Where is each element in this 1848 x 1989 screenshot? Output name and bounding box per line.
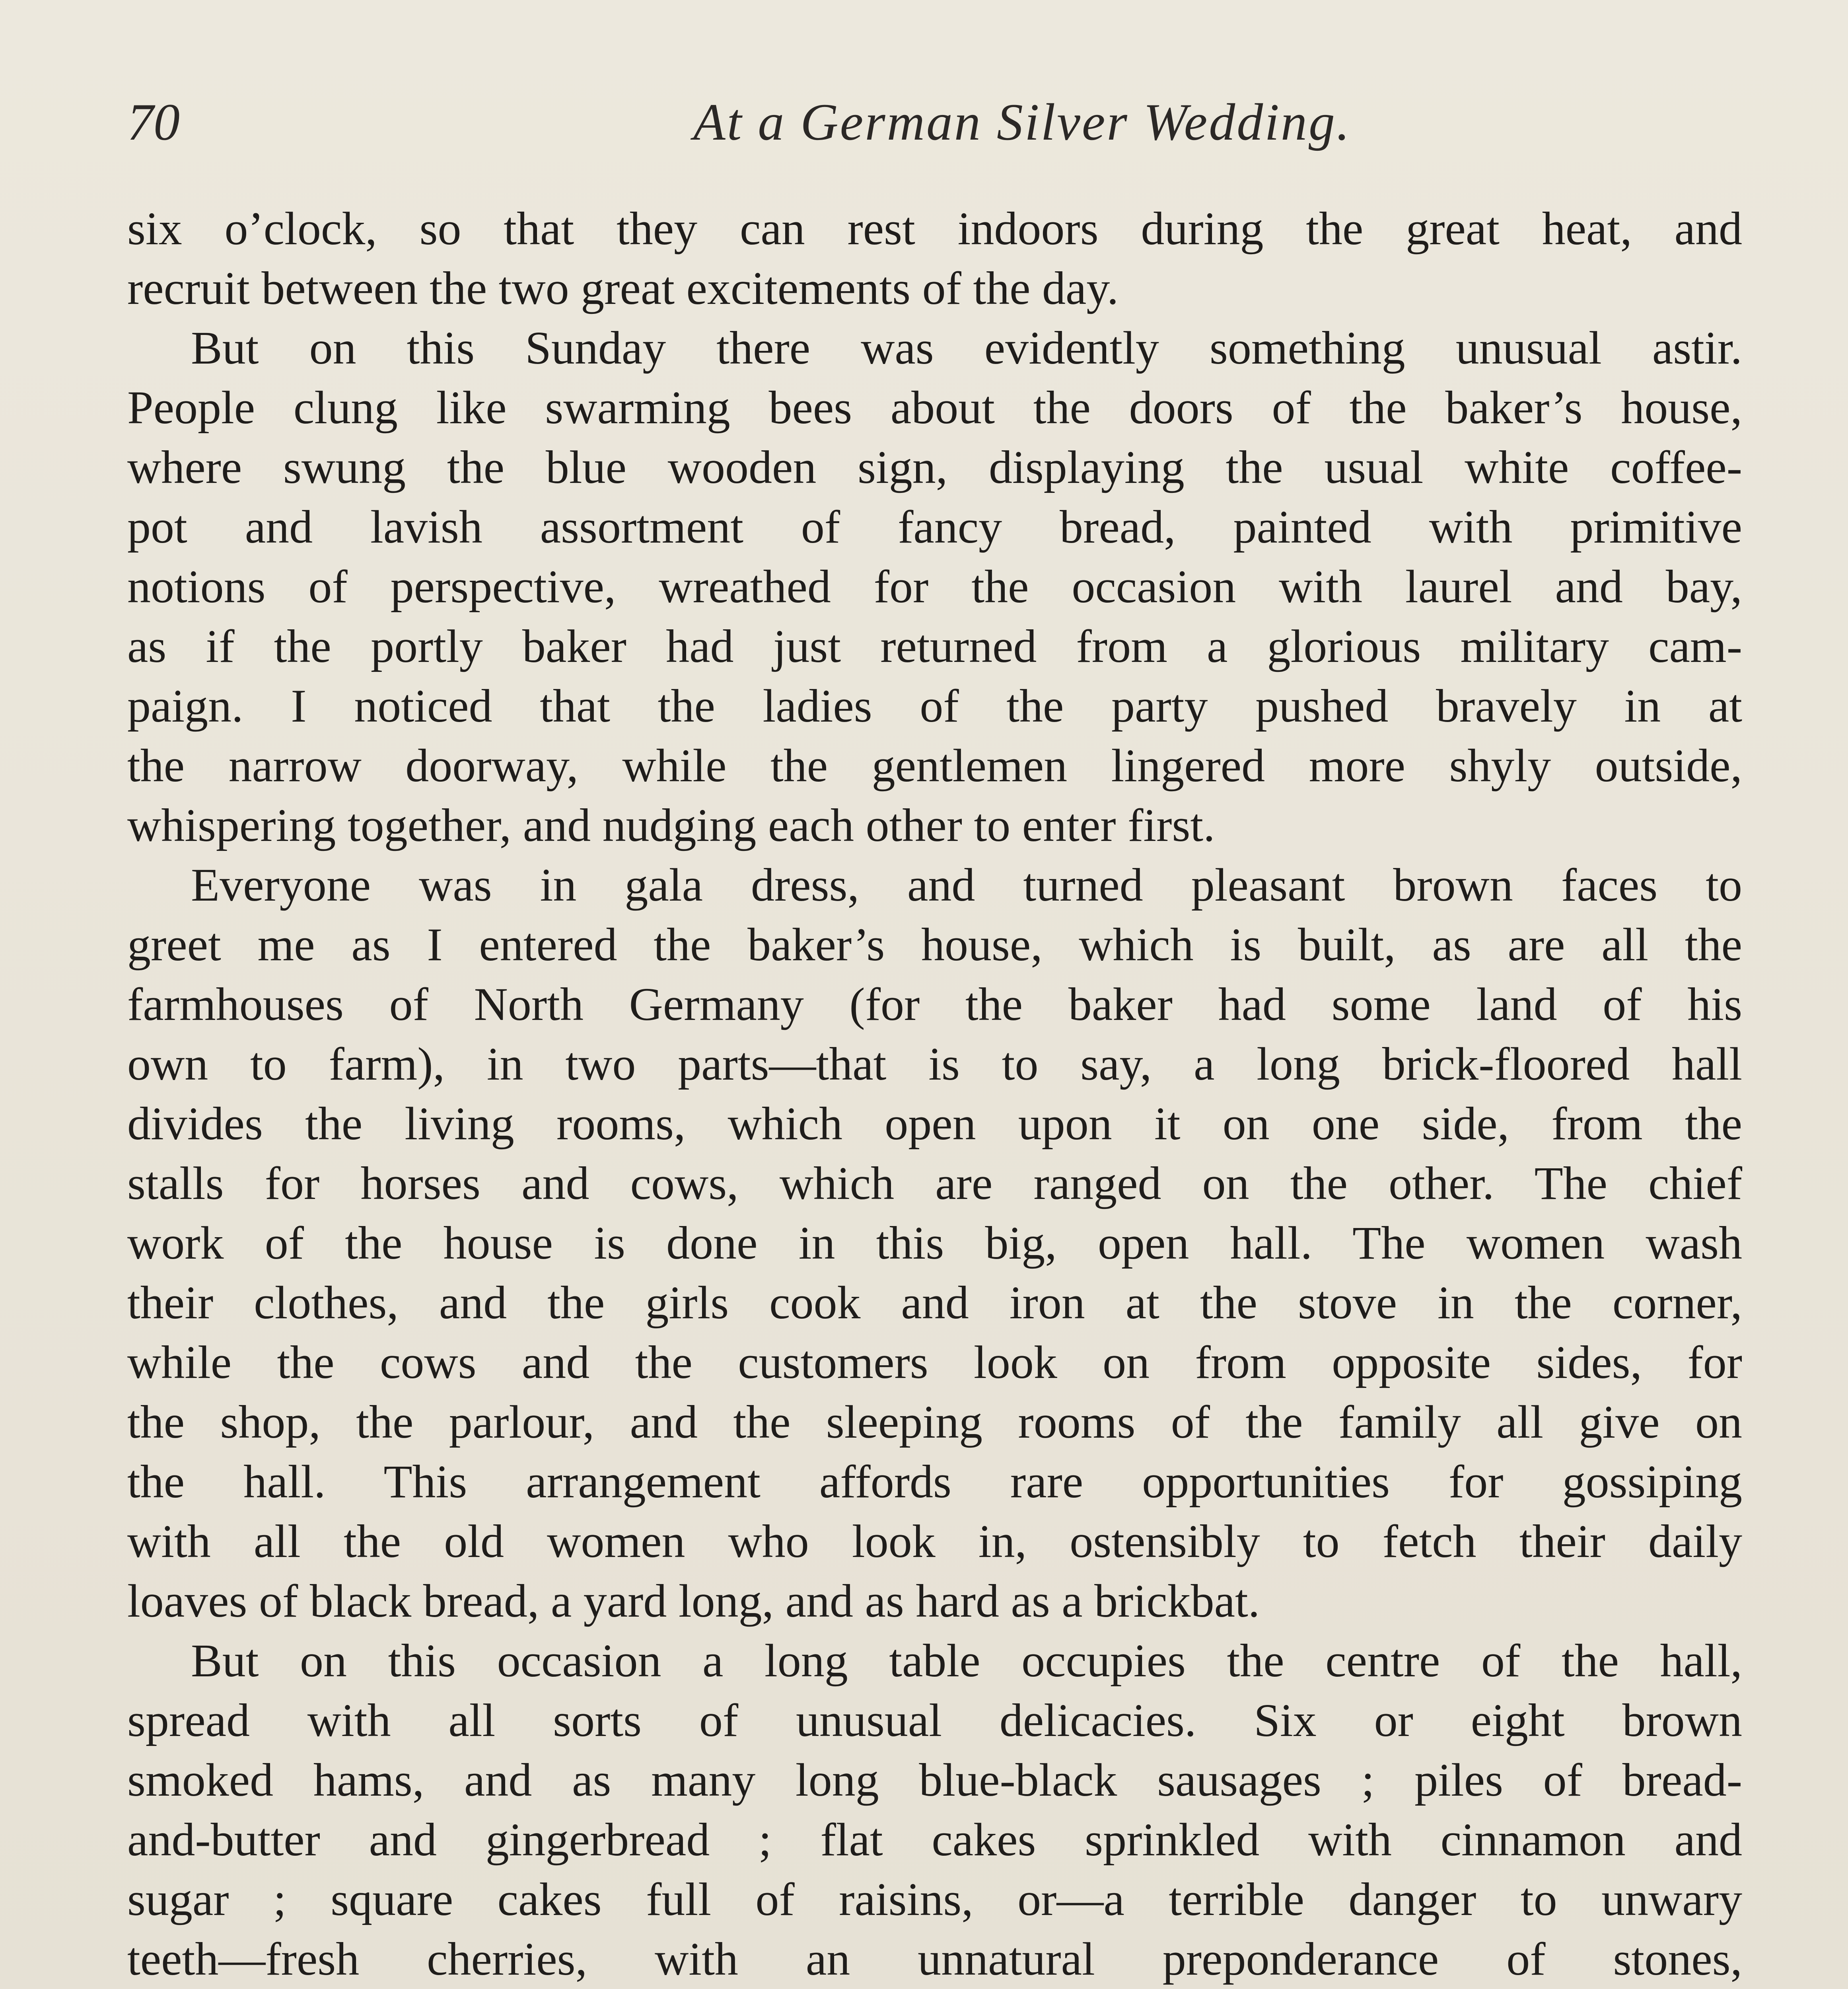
text-line: greet me as I entered the baker’s house, which is built, as are all the xyxy=(127,919,1742,971)
text-line: the narrow doorway, while the gentlemen lingered more shyly outside, xyxy=(127,740,1742,792)
text-line: and-butter and gingerbread ; flat cakes sprinkled with cinnamon and xyxy=(127,1814,1742,1866)
page-number: 70 xyxy=(127,93,180,151)
body-text xyxy=(127,199,1742,1989)
text-line: divides the living rooms, which open upon it on one side, from the xyxy=(127,1098,1742,1150)
text-line: sugar ; square cakes full of raisins, or—a terrible danger to unwary xyxy=(127,1873,1742,1925)
text-line: whispering together, and nudging each other to enter first. xyxy=(127,799,1215,851)
running-title: At a German Silver Wedding. xyxy=(693,93,1351,151)
text-line: teeth—fresh cherries, with an unnatural preponderance of stones, xyxy=(127,1933,1742,1985)
text-line: with all the old women who look in, ostensibly to fetch their daily xyxy=(127,1515,1742,1567)
text-line: stalls for horses and cows, which are ranged on the other. The chief xyxy=(127,1157,1742,1209)
text-line: work of the house is done in this big, open hall. The women wash xyxy=(127,1217,1742,1269)
text-line: smoked hams, and as many long blue-black sausages ; piles of bread- xyxy=(127,1754,1742,1806)
text-line: where swung the blue wooden sign, displaying the usual white coffee- xyxy=(127,441,1742,493)
text-line: pot and lavish assortment of fancy bread, painted with primitive xyxy=(127,501,1742,553)
text-line: People clung like swarming bees about the doors of the baker’s house, xyxy=(127,381,1742,434)
text-line: spread with all sorts of unusual delicacies. Six or eight brown xyxy=(127,1694,1742,1746)
text-line: the shop, the parlour, and the sleeping rooms of the family all give on xyxy=(127,1396,1742,1448)
text-line: own to farm), in two parts—that is to say, a long brick-floored hall xyxy=(127,1038,1742,1090)
text-line: paign. I noticed that the ladies of the party pushed bravely in at xyxy=(127,680,1742,732)
text-line: as if the portly baker had just returned from a glorious military cam- xyxy=(127,620,1742,672)
text-line: But on this Sunday there was evidently something unusual astir. xyxy=(191,322,1742,374)
text-line: Everyone was in gala dress, and turned pleasant brown faces to xyxy=(191,859,1742,911)
text-line: loaves of black bread, a yard long, and as hard as a brickbat. xyxy=(127,1575,1260,1627)
text-line: notions of perspective, wreathed for the occasion with laurel and bay, xyxy=(127,561,1742,613)
text-line: six o’clock, so that they can rest indoors during the great heat, and xyxy=(127,202,1742,255)
text-line: farmhouses of North Germany (for the baker had some land of his xyxy=(127,978,1742,1030)
page-header xyxy=(127,91,1738,171)
text-line: the hall. This arrangement affords rare opportunities for gossiping xyxy=(127,1456,1742,1508)
text-line: recruit between the two great excitements of the day. xyxy=(127,262,1119,314)
text-line: while the cows and the customers look on from opposite sides, for xyxy=(127,1336,1742,1388)
text-line: their clothes, and the girls cook and iron at the stove in the corner, xyxy=(127,1277,1742,1329)
text-line: But on this occasion a long table occupies the centre of the hall, xyxy=(191,1635,1742,1687)
